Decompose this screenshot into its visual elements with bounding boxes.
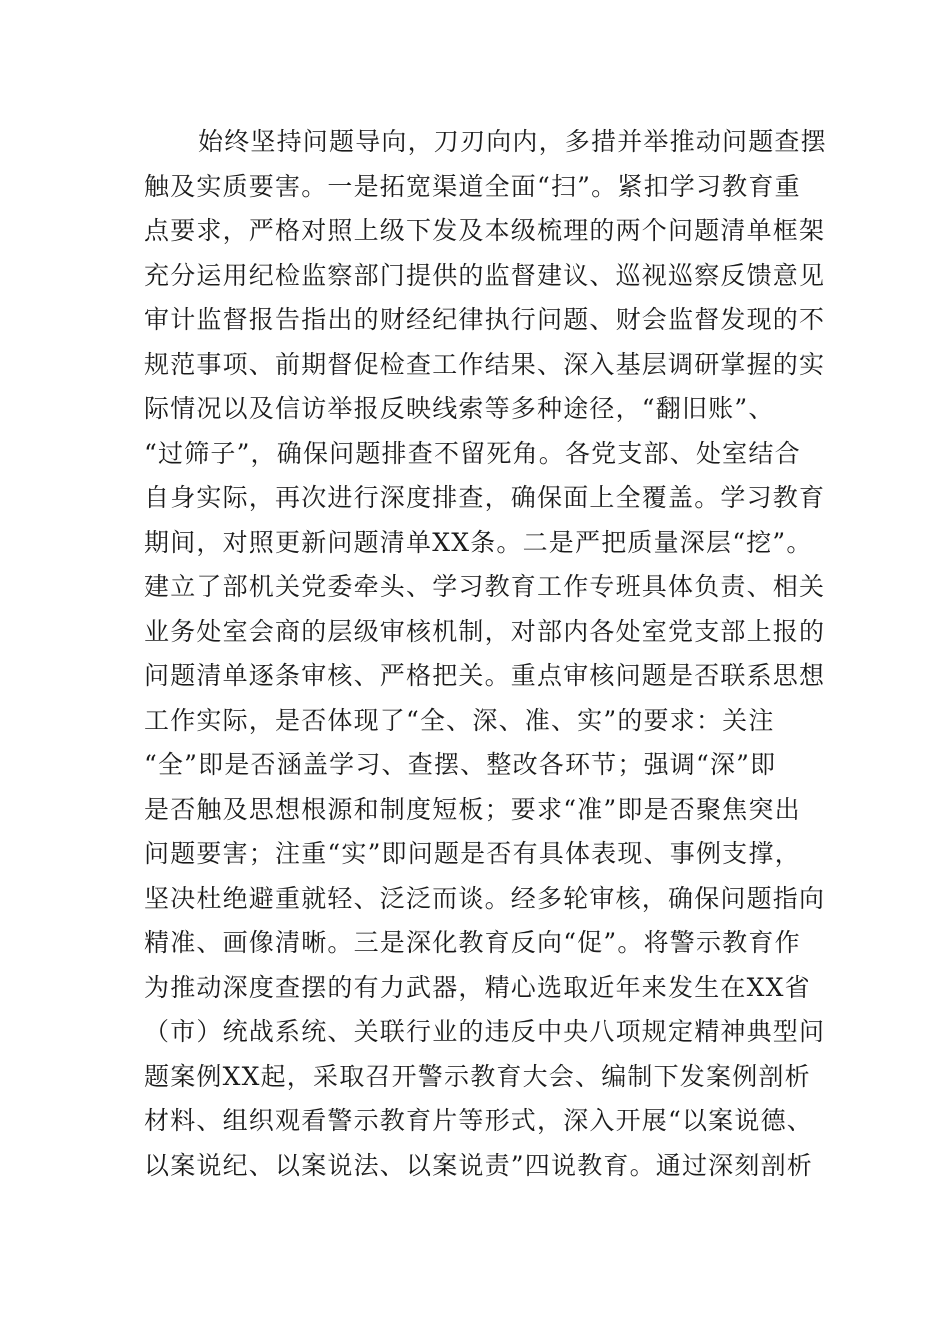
text-line: 问题清单逐条审核、严格把关。重点审核问题是否联系思想 [144, 661, 826, 690]
text-line: 自身实际，再次进行深度排查，确保面上全覆盖。学习教育 [144, 483, 826, 512]
text-line: 审计监督报告指出的财经纪律执行问题、财会监督发现的不 [144, 305, 826, 334]
text-line: 问题要害；注重“实”即问题是否有具体表现、事例支撑， [144, 839, 801, 868]
text-line: 期间，对照更新问题清单XX条。二是严把质量深层“挖”。 [144, 527, 813, 557]
text-line: 为推动深度查摆的有力武器，精心选取近年来发生在XX省 [144, 972, 811, 1002]
text-line: 材料、组织观看警示教育片等形式，深入开展“以案说德、 [144, 1106, 813, 1135]
text-line: 触及实质要害。一是拓宽渠道全面“扫”。紧扣学习教育重 [144, 171, 801, 201]
text-line: 坚决杜绝避重就轻、泛泛而谈。经多轮审核，确保问题指向 [144, 883, 826, 913]
text-line: 业务处室会商的层级审核机制，对部内各处室党支部上报的 [144, 616, 826, 646]
text-line: （市）统战系统、关联行业的违反中央八项规定精神典型问 [144, 1017, 826, 1046]
text-line: 充分运用纪检监察部门提供的监督建议、巡视巡察反馈意见 [144, 260, 826, 290]
text-line: 题案例XX起，采取召开警示教育大会、编制下发案例剖析 [144, 1061, 811, 1091]
text-line: 际情况以及信访举报反映线索等多种途径，“翻旧账”、 [144, 394, 775, 423]
body-paragraph [144, 120, 827, 1188]
text-line: “全”即是否涵盖学习、查摆、整改各环节；强调“深”即 [144, 750, 777, 779]
text-line: 始终坚持问题导向，刀刃向内，多措并举推动问题查摆 [198, 127, 827, 156]
text-line: 以案说纪、以案说法、以案说责”四说教育。通过深刻剖析 [144, 1150, 813, 1180]
text-line: “过筛子”，确保问题排查不留死角。各党支部、处室结合 [144, 438, 801, 468]
text-line: 建立了部机关党委牵头、学习教育工作专班具体负责、相关 [144, 572, 826, 601]
text-line: 工作实际，是否体现了“全、深、准、实”的要求：关注 [144, 705, 775, 735]
text-line: 精准、画像清晰。三是深化教育反向“促”。将警示教育作 [144, 928, 801, 957]
text-line: 是否触及思想根源和制度短板；要求“准”即是否聚焦突出 [144, 794, 801, 824]
text-line: 点要求，严格对照上级下发及本级梳理的两个问题清单框架 [144, 216, 826, 245]
text-line: 规范事项、前期督促检查工作结果、深入基层调研掌握的实 [144, 349, 826, 379]
